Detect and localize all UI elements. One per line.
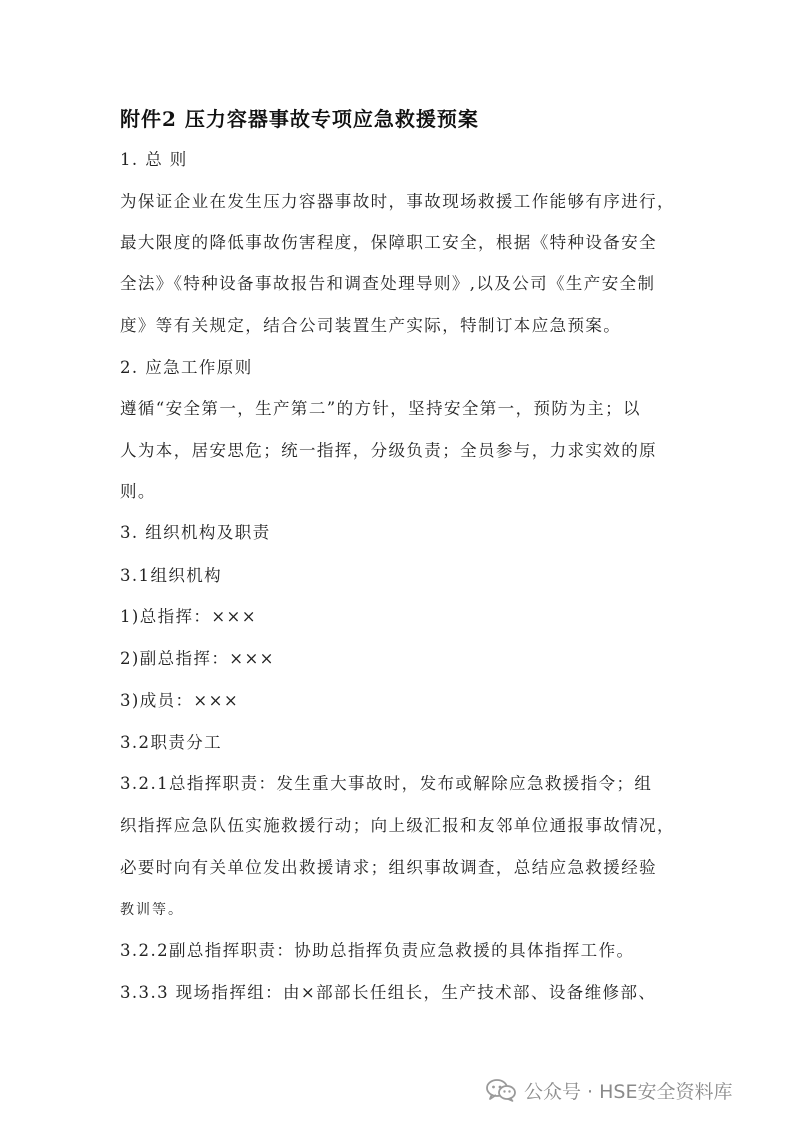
paragraph-line: 必要时向有关单位发出救援请求；组织事故调查，总结应急救援经验 — [120, 858, 657, 877]
section-heading: 3. 组织机构及职责 — [120, 523, 271, 542]
subsection-heading: 3.2职责分工 — [120, 733, 223, 752]
paragraph-line: 遵循“安全第一，生产第二”的方针，坚持安全第一，预防为主；以 — [120, 399, 641, 418]
watermark-text: 公众号 · HSE安全资料库 — [524, 1080, 733, 1103]
wechat-icon — [486, 1078, 516, 1102]
subsection-heading: 3.1组织机构 — [120, 566, 223, 585]
paragraph-line: 则。 — [120, 482, 156, 501]
paragraph-line: 最大限度的降低事故伤害程度，保障职工安全，根据《特种设备安全 — [120, 233, 657, 252]
paragraph-line: 3.3.3 现场指挥组：由×部部长任组长，生产技术部、设备维修部、 — [120, 983, 657, 1002]
paragraph-line: 教训等。 — [120, 902, 184, 918]
document-title: 附件2 压力容器事故专项应急救援预案 — [120, 107, 479, 131]
paragraph-line: 度》等有关规定，结合公司装置生产实际，特制订本应急预案。 — [120, 316, 622, 335]
list-item: 2)副总指挥：××× — [120, 649, 275, 668]
list-item: 1)总指挥：××× — [120, 607, 258, 626]
watermark — [486, 1075, 732, 1105]
paragraph-line: 全法》《特种设备事故报告和调查处理导则》,以及公司《生产安全制 — [120, 274, 656, 293]
paragraph-line: 为保证企业在发生压力容器事故时，事故现场救援工作能够有序进行， — [120, 192, 675, 211]
section-heading: 1. 总 则 — [120, 150, 188, 169]
section-heading: 2. 应急工作原则 — [120, 358, 253, 377]
paragraph-line: 人为本，居安思危；统一指挥，分级负责；全员参与，力求实效的原 — [120, 441, 657, 460]
paragraph-line: 3.2.2副总指挥职责：协助总指挥负责应急救援的具体指挥工作。 — [120, 941, 635, 960]
list-item: 3)成员：××× — [120, 691, 240, 710]
paragraph-line: 3.2.1总指挥职责：发生重大事故时，发布或解除应急救援指令；组 — [120, 774, 653, 793]
paragraph-line: 织指挥应急队伍实施救援行动；向上级汇报和友邻单位通报事故情况， — [120, 816, 675, 835]
